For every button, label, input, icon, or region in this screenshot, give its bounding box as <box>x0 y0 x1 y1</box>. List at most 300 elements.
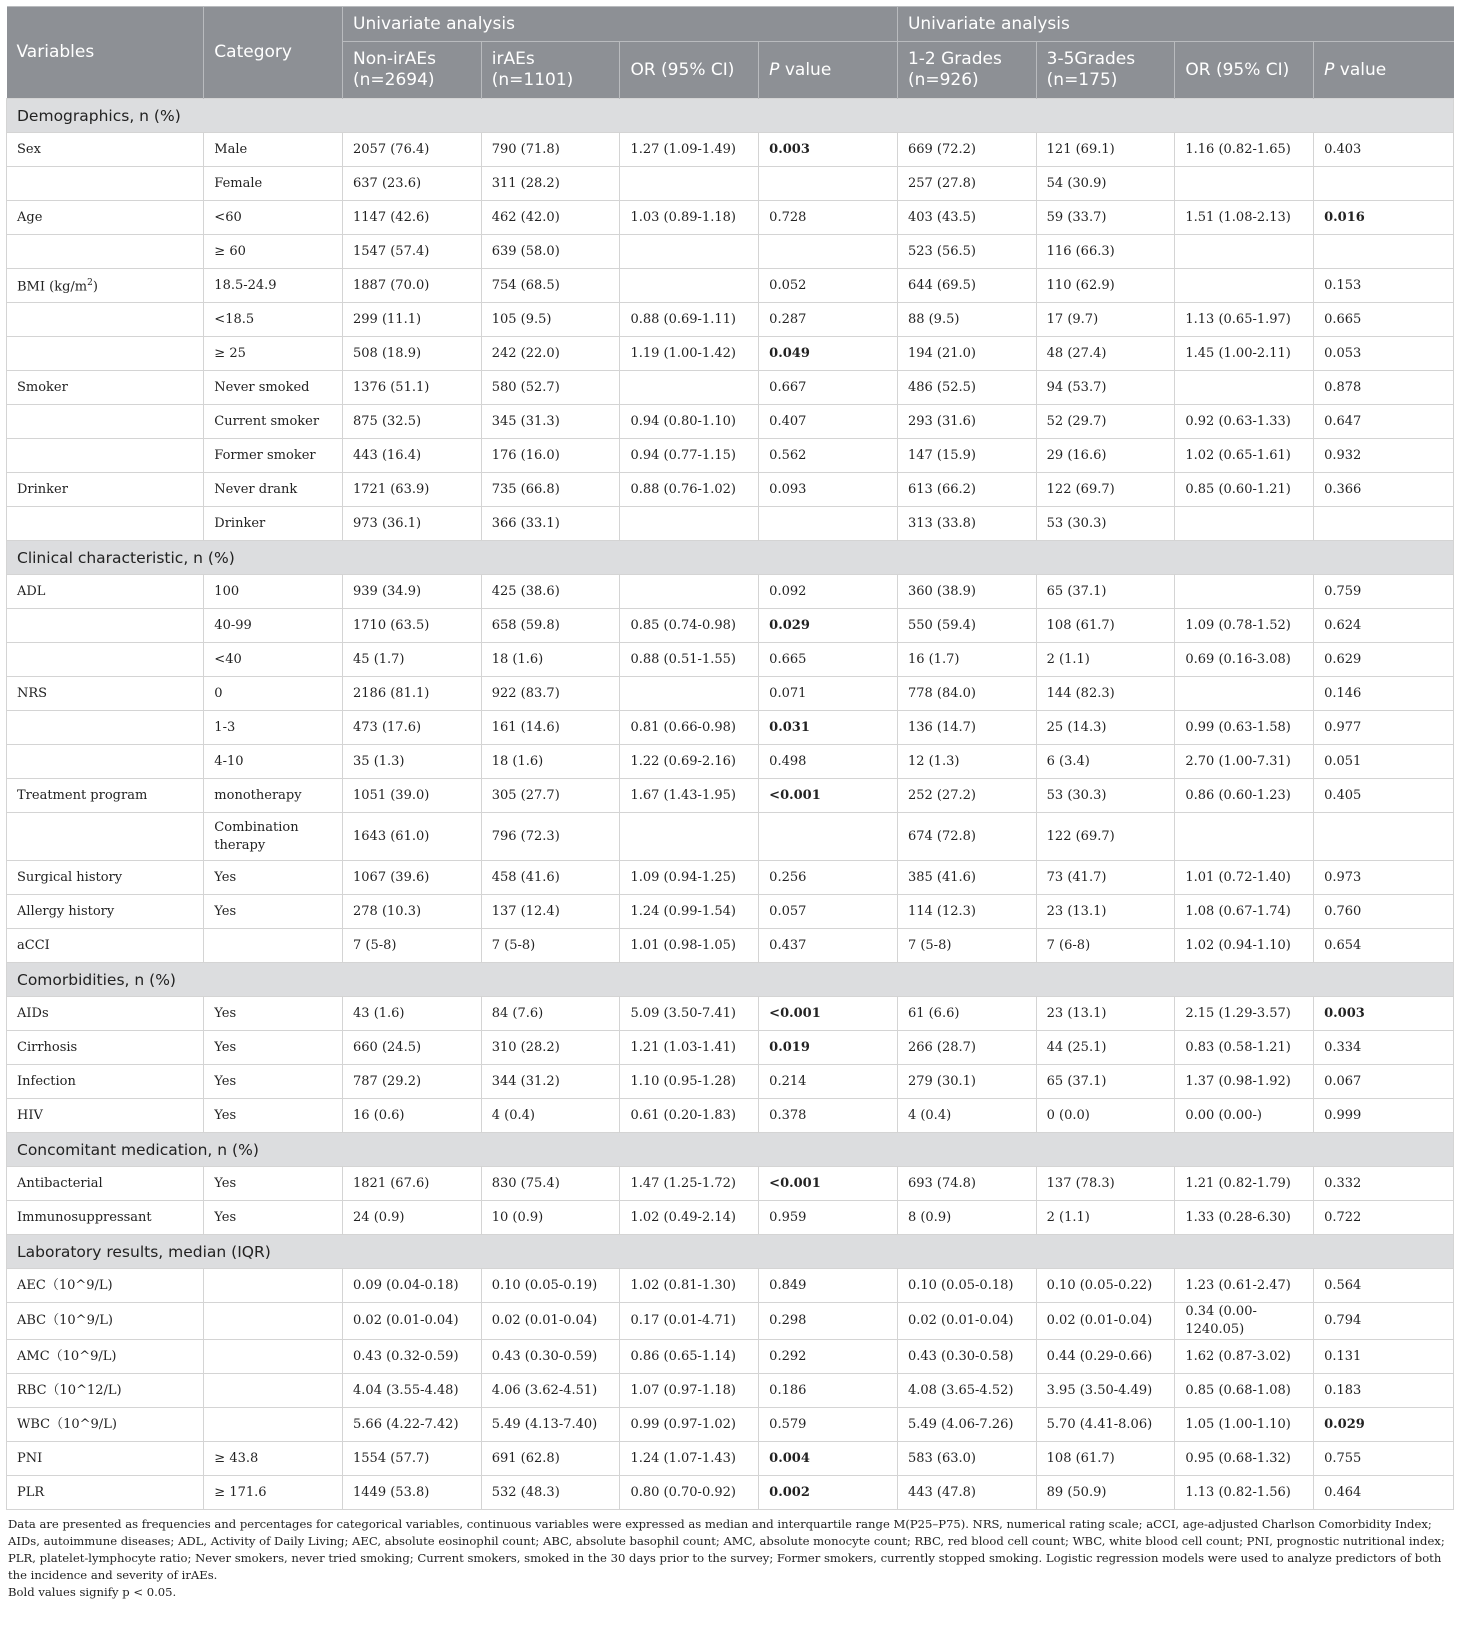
cell-p-value-1: <0.001 <box>759 779 898 813</box>
header-variables: Variables <box>7 7 204 99</box>
cell-p-value-2: 0.464 <box>1314 1476 1454 1510</box>
cell-variable: ABC（10^9/L) <box>7 1303 204 1340</box>
cell-or-2 <box>1175 507 1314 541</box>
cell-grades-3-5: 65 (37.1) <box>1036 575 1175 609</box>
cell-or-2: 1.02 (0.94-1.10) <box>1175 929 1314 963</box>
cell-iraes: 790 (71.8) <box>481 133 620 167</box>
cell-category: ≥ 25 <box>204 337 343 371</box>
cell-iraes: 311 (28.2) <box>481 167 620 201</box>
cell-grades-3-5: 54 (30.9) <box>1036 167 1175 201</box>
section-row-comorbidities <box>7 963 1454 997</box>
table-footnote <box>6 1516 1454 1601</box>
cell-p-value-2: 0.624 <box>1314 609 1454 643</box>
variable-text-after: ) <box>92 279 98 295</box>
cell-or-1: 1.07 (0.97-1.18) <box>620 1374 759 1408</box>
cell-variable <box>7 269 204 303</box>
cell-iraes: 305 (27.7) <box>481 779 620 813</box>
table-row <box>7 1340 1454 1374</box>
cell-iraes: 458 (41.6) <box>481 861 620 895</box>
variable-text: BMI (kg/m <box>17 279 88 295</box>
cell-iraes: 691 (62.8) <box>481 1442 620 1476</box>
cell-grades-1-2: 61 (6.6) <box>897 997 1036 1031</box>
cell-p-value-2: 0.999 <box>1314 1099 1454 1133</box>
cell-or-2 <box>1175 677 1314 711</box>
cell-or-2: 1.23 (0.61-2.47) <box>1175 1269 1314 1303</box>
cell-iraes: 366 (33.1) <box>481 507 620 541</box>
cell-or-1: 0.80 (0.70-0.92) <box>620 1476 759 1510</box>
cell-or-1 <box>620 269 759 303</box>
cell-p-value-2: 0.794 <box>1314 1303 1454 1340</box>
cell-or-2: 0.83 (0.58-1.21) <box>1175 1031 1314 1065</box>
cell-iraes: 4 (0.4) <box>481 1099 620 1133</box>
cell-p-value-1: 0.562 <box>759 439 898 473</box>
cell-variable <box>7 167 204 201</box>
cell-variable <box>7 711 204 745</box>
cell-p-value-2: 0.760 <box>1314 895 1454 929</box>
cell-iraes: 176 (16.0) <box>481 439 620 473</box>
cell-p-value-2: 0.973 <box>1314 861 1454 895</box>
cell-or-1: 1.27 (1.09-1.49) <box>620 133 759 167</box>
cell-or-1: 0.81 (0.66-0.98) <box>620 711 759 745</box>
cell-or-1: 1.02 (0.81-1.30) <box>620 1269 759 1303</box>
table-row <box>7 269 1454 303</box>
cell-or-1: 1.19 (1.00-1.42) <box>620 337 759 371</box>
cell-or-1 <box>620 813 759 861</box>
cell-grades-3-5: 65 (37.1) <box>1036 1065 1175 1099</box>
cell-p-value-1: 0.407 <box>759 405 898 439</box>
cell-grades-3-5: 110 (62.9) <box>1036 269 1175 303</box>
cell-p-value-2: 0.016 <box>1314 201 1454 235</box>
header-iraes-n: (n=1101) <box>491 70 574 90</box>
cell-category: Female <box>204 167 343 201</box>
cell-grades-1-2: 4.08 (3.65-4.52) <box>897 1374 1036 1408</box>
cell-iraes: 735 (66.8) <box>481 473 620 507</box>
cell-variable: Allergy history <box>7 895 204 929</box>
table-row <box>7 1201 1454 1235</box>
cell-p-value-2: 0.665 <box>1314 303 1454 337</box>
header-iraes <box>481 42 620 99</box>
cell-non-iraes: 473 (17.6) <box>343 711 482 745</box>
cell-p-value-1: 0.298 <box>759 1303 898 1340</box>
cell-non-iraes: 1710 (63.5) <box>343 609 482 643</box>
cell-non-iraes: 24 (0.9) <box>343 1201 482 1235</box>
cell-variable <box>7 235 204 269</box>
cell-variable: Surgical history <box>7 861 204 895</box>
cell-variable: Immunosuppressant <box>7 1201 204 1235</box>
cell-or-2: 1.13 (0.82-1.56) <box>1175 1476 1314 1510</box>
cell-grades-3-5: 3.95 (3.50-4.49) <box>1036 1374 1175 1408</box>
cell-or-1 <box>620 575 759 609</box>
table-row <box>7 997 1454 1031</box>
header-group-incidence: Univariate analysis <box>343 7 898 42</box>
cell-grades-3-5: 29 (16.6) <box>1036 439 1175 473</box>
table-row <box>7 643 1454 677</box>
cell-p-value-2: 0.366 <box>1314 473 1454 507</box>
cell-p-value-2: 0.334 <box>1314 1031 1454 1065</box>
table-row <box>7 507 1454 541</box>
cell-p-value-1: 0.186 <box>759 1374 898 1408</box>
cell-or-1: 1.01 (0.98-1.05) <box>620 929 759 963</box>
cell-grades-1-2: 360 (38.9) <box>897 575 1036 609</box>
cell-variable: NRS <box>7 677 204 711</box>
cell-p-value-1 <box>759 167 898 201</box>
cell-p-value-1: 0.665 <box>759 643 898 677</box>
cell-p-value-1: 0.031 <box>759 711 898 745</box>
cell-grades-1-2: 385 (41.6) <box>897 861 1036 895</box>
cell-grades-3-5: 59 (33.7) <box>1036 201 1175 235</box>
cell-iraes: 161 (14.6) <box>481 711 620 745</box>
cell-p-value-1: 0.849 <box>759 1269 898 1303</box>
cell-or-1 <box>620 371 759 405</box>
section-title: Demographics, n (%) <box>7 99 1454 133</box>
cell-grades-3-5: 116 (66.3) <box>1036 235 1175 269</box>
cell-grades-1-2: 12 (1.3) <box>897 745 1036 779</box>
cell-non-iraes: 939 (34.9) <box>343 575 482 609</box>
cell-category: Yes <box>204 895 343 929</box>
cell-p-value-2 <box>1314 813 1454 861</box>
cell-grades-3-5: 0.02 (0.01-0.04) <box>1036 1303 1175 1340</box>
cell-p-value-2 <box>1314 235 1454 269</box>
cell-or-1: 0.88 (0.51-1.55) <box>620 643 759 677</box>
cell-grades-1-2: 443 (47.8) <box>897 1476 1036 1510</box>
cell-p-value-2: 0.332 <box>1314 1167 1454 1201</box>
cell-category: Yes <box>204 1065 343 1099</box>
cell-grades-1-2: 147 (15.9) <box>897 439 1036 473</box>
header-grades-3-5-label: 3-5Grades <box>1046 49 1136 69</box>
cell-p-value-1: 0.002 <box>759 1476 898 1510</box>
cell-p-value-2: 0.759 <box>1314 575 1454 609</box>
cell-p-value-2: 0.755 <box>1314 1442 1454 1476</box>
cell-grades-1-2: 313 (33.8) <box>897 507 1036 541</box>
cell-non-iraes: 1376 (51.1) <box>343 371 482 405</box>
cell-or-1: 1.09 (0.94-1.25) <box>620 861 759 895</box>
table-row <box>7 779 1454 813</box>
cell-variable <box>7 609 204 643</box>
cell-or-1: 0.86 (0.65-1.14) <box>620 1340 759 1374</box>
cell-or-2: 0.95 (0.68-1.32) <box>1175 1442 1314 1476</box>
cell-or-1: 1.24 (1.07-1.43) <box>620 1442 759 1476</box>
cell-p-value-1: 0.437 <box>759 929 898 963</box>
cell-variable <box>7 303 204 337</box>
cell-iraes: 7 (5-8) <box>481 929 620 963</box>
section-row-medication <box>7 1133 1454 1167</box>
cell-grades-1-2: 613 (66.2) <box>897 473 1036 507</box>
cell-p-value-1: 0.003 <box>759 133 898 167</box>
cell-p-value-2: 0.405 <box>1314 779 1454 813</box>
cell-or-2: 1.45 (1.00-2.11) <box>1175 337 1314 371</box>
cell-grades-3-5: 137 (78.3) <box>1036 1167 1175 1201</box>
header-iraes-label: irAEs <box>491 49 535 69</box>
cell-variable <box>7 337 204 371</box>
cell-category: ≥ 60 <box>204 235 343 269</box>
cell-p-value-1 <box>759 235 898 269</box>
cell-grades-1-2: 486 (52.5) <box>897 371 1036 405</box>
section-title: Laboratory results, median (IQR) <box>7 1235 1454 1269</box>
cell-non-iraes: 637 (23.6) <box>343 167 482 201</box>
cell-grades-3-5: 144 (82.3) <box>1036 677 1175 711</box>
cell-non-iraes: 35 (1.3) <box>343 745 482 779</box>
cell-grades-3-5: 108 (61.7) <box>1036 609 1175 643</box>
cell-non-iraes: 508 (18.9) <box>343 337 482 371</box>
cell-p-value-1: 0.959 <box>759 1201 898 1235</box>
cell-grades-1-2: 778 (84.0) <box>897 677 1036 711</box>
cell-iraes: 580 (52.7) <box>481 371 620 405</box>
cell-variable: Treatment program <box>7 779 204 813</box>
cell-category <box>204 1269 343 1303</box>
cell-p-value-1: 0.093 <box>759 473 898 507</box>
cell-non-iraes: 1067 (39.6) <box>343 861 482 895</box>
cell-p-value-1: 0.019 <box>759 1031 898 1065</box>
cell-p-value-2 <box>1314 507 1454 541</box>
cell-grades-1-2: 0.10 (0.05-0.18) <box>897 1269 1036 1303</box>
variable-superscript: 2 <box>87 278 93 289</box>
cell-p-value-1: 0.049 <box>759 337 898 371</box>
table-row <box>7 167 1454 201</box>
cell-p-value-2: 0.153 <box>1314 269 1454 303</box>
cell-or-2: 0.86 (0.60-1.23) <box>1175 779 1314 813</box>
univariate-analysis-table <box>6 6 1454 1510</box>
table-row <box>7 405 1454 439</box>
footnote-bold-note: Bold values signify p < 0.05. <box>8 1585 177 1599</box>
cell-grades-3-5: 94 (53.7) <box>1036 371 1175 405</box>
table-row <box>7 861 1454 895</box>
cell-or-2 <box>1175 813 1314 861</box>
cell-p-value-1: 0.057 <box>759 895 898 929</box>
cell-iraes: 18 (1.6) <box>481 643 620 677</box>
cell-variable: Infection <box>7 1065 204 1099</box>
cell-variable: PNI <box>7 1442 204 1476</box>
cell-grades-1-2: 8 (0.9) <box>897 1201 1036 1235</box>
cell-category: <60 <box>204 201 343 235</box>
cell-non-iraes: 973 (36.1) <box>343 507 482 541</box>
cell-or-1: 1.02 (0.49-2.14) <box>620 1201 759 1235</box>
table-row <box>7 745 1454 779</box>
cell-variable <box>7 813 204 861</box>
cell-or-2: 1.01 (0.72-1.40) <box>1175 861 1314 895</box>
cell-non-iraes: 2186 (81.1) <box>343 677 482 711</box>
cell-grades-3-5: 122 (69.7) <box>1036 473 1175 507</box>
cell-category: 100 <box>204 575 343 609</box>
cell-iraes: 796 (72.3) <box>481 813 620 861</box>
cell-or-2 <box>1175 269 1314 303</box>
cell-category: <18.5 <box>204 303 343 337</box>
table-row <box>7 1374 1454 1408</box>
cell-or-2: 1.05 (1.00-1.10) <box>1175 1408 1314 1442</box>
cell-iraes: 137 (12.4) <box>481 895 620 929</box>
cell-iraes: 830 (75.4) <box>481 1167 620 1201</box>
cell-iraes: 10 (0.9) <box>481 1201 620 1235</box>
cell-category: 0 <box>204 677 343 711</box>
cell-category <box>204 1303 343 1340</box>
cell-non-iraes: 1147 (42.6) <box>343 201 482 235</box>
cell-grades-1-2: 266 (28.7) <box>897 1031 1036 1065</box>
cell-p-value-1: 0.579 <box>759 1408 898 1442</box>
table-row <box>7 303 1454 337</box>
cell-grades-1-2: 7 (5-8) <box>897 929 1036 963</box>
table-row <box>7 609 1454 643</box>
cell-or-2 <box>1175 235 1314 269</box>
cell-or-1: 0.17 (0.01-4.71) <box>620 1303 759 1340</box>
cell-iraes: 754 (68.5) <box>481 269 620 303</box>
cell-category: Combination therapy <box>204 813 343 861</box>
cell-p-value-2: 0.067 <box>1314 1065 1454 1099</box>
table-row <box>7 711 1454 745</box>
section-row-laboratory <box>7 1235 1454 1269</box>
cell-grades-1-2: 5.49 (4.06-7.26) <box>897 1408 1036 1442</box>
cell-non-iraes: 660 (24.5) <box>343 1031 482 1065</box>
cell-p-value-1: 0.667 <box>759 371 898 405</box>
cell-or-2: 0.85 (0.60-1.21) <box>1175 473 1314 507</box>
cell-or-2: 1.33 (0.28-6.30) <box>1175 1201 1314 1235</box>
table-row <box>7 1031 1454 1065</box>
cell-variable: Antibacterial <box>7 1167 204 1201</box>
cell-or-1: 1.10 (0.95-1.28) <box>620 1065 759 1099</box>
cell-variable: ADL <box>7 575 204 609</box>
cell-variable: aCCI <box>7 929 204 963</box>
cell-category <box>204 1374 343 1408</box>
cell-or-2: 0.00 (0.00-) <box>1175 1099 1314 1133</box>
cell-iraes: 242 (22.0) <box>481 337 620 371</box>
header-or-2: OR (95% CI) <box>1175 42 1314 99</box>
cell-variable <box>7 439 204 473</box>
cell-variable: AEC（10^9/L) <box>7 1269 204 1303</box>
cell-or-2: 0.69 (0.16-3.08) <box>1175 643 1314 677</box>
table-row <box>7 1099 1454 1133</box>
table-row <box>7 895 1454 929</box>
header-p-italic-1: P <box>769 59 780 80</box>
cell-grades-1-2: 16 (1.7) <box>897 643 1036 677</box>
cell-p-value-2: 0.403 <box>1314 133 1454 167</box>
cell-p-value-1: 0.052 <box>759 269 898 303</box>
cell-non-iraes: 5.66 (4.22-7.42) <box>343 1408 482 1442</box>
cell-or-1: 1.03 (0.89-1.18) <box>620 201 759 235</box>
cell-grades-3-5: 44 (25.1) <box>1036 1031 1175 1065</box>
cell-variable: AMC（10^9/L) <box>7 1340 204 1374</box>
cell-iraes: 0.43 (0.30-0.59) <box>481 1340 620 1374</box>
cell-p-value-1: 0.029 <box>759 609 898 643</box>
cell-non-iraes: 875 (32.5) <box>343 405 482 439</box>
cell-variable: HIV <box>7 1099 204 1133</box>
cell-or-2: 0.99 (0.63-1.58) <box>1175 711 1314 745</box>
table-row <box>7 677 1454 711</box>
cell-category: Drinker <box>204 507 343 541</box>
table-row <box>7 439 1454 473</box>
cell-grades-1-2: 88 (9.5) <box>897 303 1036 337</box>
cell-p-value-1: 0.071 <box>759 677 898 711</box>
cell-or-2: 0.34 (0.00-1240.05) <box>1175 1303 1314 1340</box>
cell-iraes: 105 (9.5) <box>481 303 620 337</box>
cell-p-value-1 <box>759 507 898 541</box>
cell-p-value-2: 0.053 <box>1314 337 1454 371</box>
cell-non-iraes: 1449 (53.8) <box>343 1476 482 1510</box>
table-container <box>6 6 1454 1601</box>
cell-iraes: 462 (42.0) <box>481 201 620 235</box>
cell-p-value-1: 0.214 <box>759 1065 898 1099</box>
cell-iraes: 310 (28.2) <box>481 1031 620 1065</box>
cell-p-value-1: 0.287 <box>759 303 898 337</box>
header-non-iraes-label: Non-irAEs <box>353 49 436 69</box>
cell-category: Yes <box>204 1167 343 1201</box>
cell-or-2: 2.15 (1.29-3.57) <box>1175 997 1314 1031</box>
header-p-rest-1: value <box>779 59 832 80</box>
cell-category: Yes <box>204 1201 343 1235</box>
cell-p-value-1: 0.498 <box>759 745 898 779</box>
cell-or-1: 0.61 (0.20-1.83) <box>620 1099 759 1133</box>
cell-or-1: 1.24 (0.99-1.54) <box>620 895 759 929</box>
header-non-iraes-n: (n=2694) <box>353 70 435 90</box>
cell-grades-1-2: 252 (27.2) <box>897 779 1036 813</box>
table-row <box>7 1167 1454 1201</box>
cell-p-value-2: 0.131 <box>1314 1340 1454 1374</box>
header-non-iraes <box>343 42 482 99</box>
cell-grades-3-5: 17 (9.7) <box>1036 303 1175 337</box>
cell-or-1: 1.22 (0.69-2.16) <box>620 745 759 779</box>
header-group-severity: Univariate analysis <box>897 7 1453 42</box>
cell-p-value-1: <0.001 <box>759 1167 898 1201</box>
cell-variable: PLR <box>7 1476 204 1510</box>
table-row <box>7 337 1454 371</box>
cell-grades-3-5: 89 (50.9) <box>1036 1476 1175 1510</box>
cell-iraes: 532 (48.3) <box>481 1476 620 1510</box>
cell-non-iraes: 1721 (63.9) <box>343 473 482 507</box>
cell-p-value-1: <0.001 <box>759 997 898 1031</box>
cell-category: Yes <box>204 1099 343 1133</box>
cell-non-iraes: 4.04 (3.55-4.48) <box>343 1374 482 1408</box>
cell-grades-1-2: 0.43 (0.30-0.58) <box>897 1340 1036 1374</box>
cell-or-2: 1.51 (1.08-2.13) <box>1175 201 1314 235</box>
cell-grades-1-2: 293 (31.6) <box>897 405 1036 439</box>
cell-or-1: 0.99 (0.97-1.02) <box>620 1408 759 1442</box>
header-grades-3-5 <box>1036 42 1175 99</box>
footnote-abbreviations: Data are presented as frequencies and percentages for categorical variables, continuous variables were expressed as median and interquartile range M(P25–P75). NRS, numerical rating scale; aCCI, age-adjusted Charlson Comorbidity Index; AIDs, autoimmune diseases; ADL, Activity of Daily Living; AEC, absolute eosinophil count; ABC, absolute basophil count; AMC, absolute monocyte count; RBC, red blood cell count; WBC, white blood cell count; PNI, prognostic nutritional index; PLR, platelet-lymphocyte ratio; Never smokers, never tried smoking; Current smokers, smoked in the 30 days prior to the survey; Former smokers, currently stopped smoking. Logistic regression models were used to analyze predictors of both the incidence and severity of irAEs. <box>8 1517 1445 1582</box>
cell-grades-3-5: 73 (41.7) <box>1036 861 1175 895</box>
cell-grades-3-5: 6 (3.4) <box>1036 745 1175 779</box>
cell-p-value-2: 0.878 <box>1314 371 1454 405</box>
cell-p-value-2 <box>1314 167 1454 201</box>
cell-variable: Sex <box>7 133 204 167</box>
cell-non-iraes: 1547 (57.4) <box>343 235 482 269</box>
cell-p-value-2: 0.051 <box>1314 745 1454 779</box>
cell-grades-1-2: 644 (69.5) <box>897 269 1036 303</box>
cell-category <box>204 929 343 963</box>
cell-grades-3-5: 53 (30.3) <box>1036 507 1175 541</box>
cell-grades-3-5: 52 (29.7) <box>1036 405 1175 439</box>
table-row <box>7 371 1454 405</box>
cell-grades-1-2: 403 (43.5) <box>897 201 1036 235</box>
cell-category <box>204 1340 343 1374</box>
cell-iraes: 5.49 (4.13-7.40) <box>481 1408 620 1442</box>
cell-or-1: 1.67 (1.43-1.95) <box>620 779 759 813</box>
cell-or-2 <box>1175 575 1314 609</box>
cell-grades-3-5: 122 (69.7) <box>1036 813 1175 861</box>
cell-or-2: 1.37 (0.98-1.92) <box>1175 1065 1314 1099</box>
cell-non-iraes: 1051 (39.0) <box>343 779 482 813</box>
cell-grades-1-2: 194 (21.0) <box>897 337 1036 371</box>
header-p-value-2 <box>1314 42 1454 99</box>
cell-grades-3-5: 7 (6-8) <box>1036 929 1175 963</box>
cell-p-value-2: 0.003 <box>1314 997 1454 1031</box>
cell-iraes: 0.10 (0.05-0.19) <box>481 1269 620 1303</box>
cell-or-1: 0.94 (0.80-1.10) <box>620 405 759 439</box>
cell-non-iraes: 2057 (76.4) <box>343 133 482 167</box>
cell-or-1 <box>620 507 759 541</box>
cell-variable: Smoker <box>7 371 204 405</box>
header-or-1: OR (95% CI) <box>620 42 759 99</box>
table-row <box>7 473 1454 507</box>
cell-non-iraes: 7 (5-8) <box>343 929 482 963</box>
cell-grades-1-2: 136 (14.7) <box>897 711 1036 745</box>
section-title: Comorbidities, n (%) <box>7 963 1454 997</box>
